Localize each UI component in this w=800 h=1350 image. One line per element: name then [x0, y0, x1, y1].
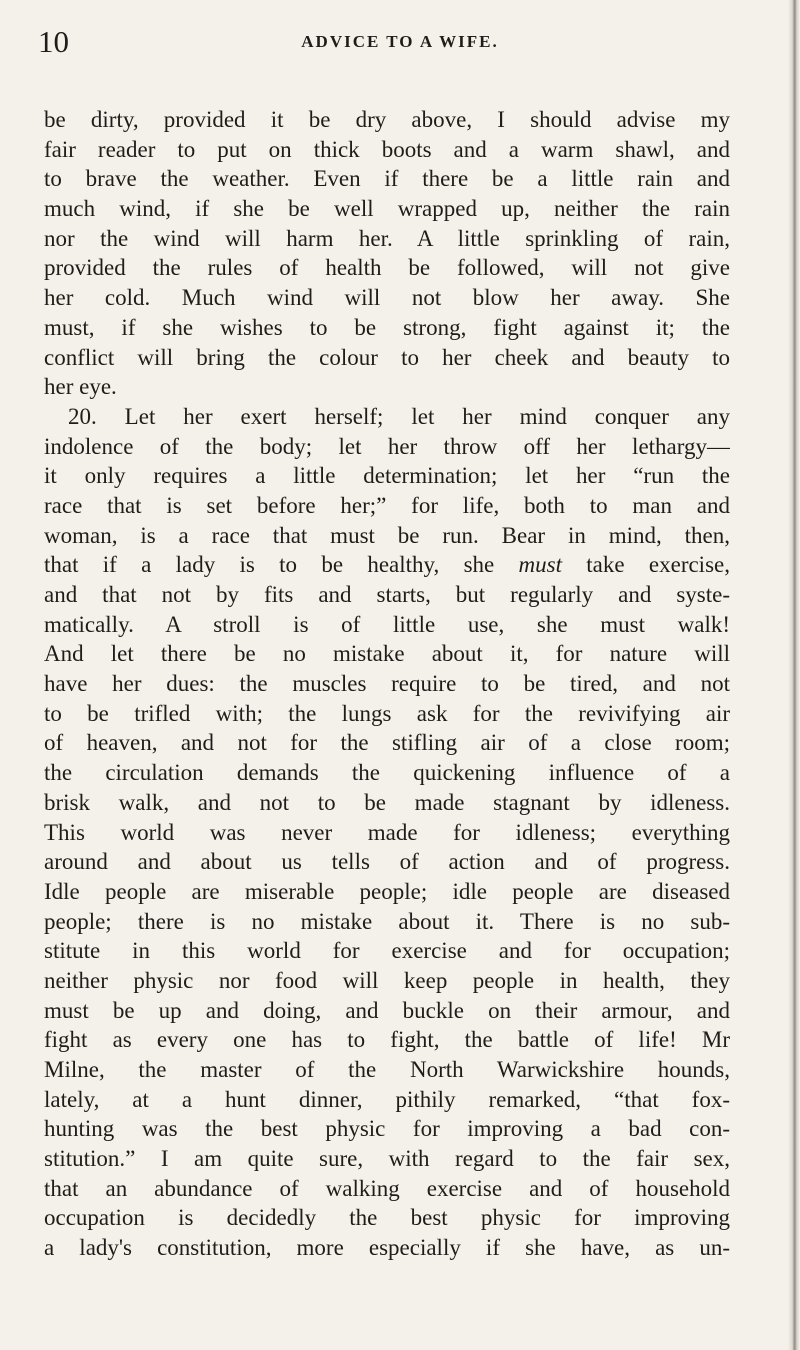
text-line: around and about us tells of action and of progress. [44, 849, 730, 875]
text-line: indolence of the body; let her throw off her lethargy— [44, 433, 730, 459]
text-line: stitute in this world for exercise and for occupation; [44, 938, 730, 964]
text-line: fair reader to put on thick boots and a warm shawl, and [44, 136, 730, 162]
text-line: woman, is a race that must be run. Bear in mind, then, [44, 522, 730, 548]
text-line: have her dues: the muscles require to be tired, and not [44, 671, 730, 697]
page-header [38, 24, 752, 60]
text-line: it only requires a little determination; let her “run the [44, 463, 730, 489]
text-line: race that is set before her;” for life, both to man and [44, 492, 730, 518]
text-line: stitution.” I am quite sure, with regard to the fair sex, [44, 1146, 730, 1172]
text-segment: that if a lady is to be healthy, she [44, 552, 495, 578]
text-line: much wind, if she be well wrapped up, neither the rain [44, 196, 730, 222]
text-line: her cold. Much wind will not blow her away. She [44, 285, 730, 311]
text-line: lately, at a hunt dinner, pithily remarked, “that fox- [44, 1086, 730, 1112]
text-line: be dirty, provided it be dry above, I should advise my [44, 107, 730, 132]
text-line: provided the rules of health be followed, will not give [44, 255, 730, 281]
text-line: neither physic nor food will keep people in health, they [44, 967, 730, 993]
text-line: to brave the weather. Even if there be a little rain and [44, 166, 730, 192]
text-line: and that not by fits and starts, but regularly and syste- [44, 582, 730, 607]
text-line-with-emphasis [44, 550, 730, 580]
text-line: Idle people are miserable people; idle people are diseased [44, 878, 730, 904]
page-edge-rule [788, 0, 800, 1350]
text-line: This world was never made for idleness; everything [44, 819, 730, 845]
text-line: that an abundance of walking exercise and of household [44, 1175, 730, 1201]
text-line: of heaven, and not for the stifling air of a close room; [44, 730, 730, 756]
text-line: people; there is no mistake about it. There is no sub- [44, 908, 730, 934]
page-number: 10 [38, 24, 69, 59]
text-line: hunting was the best physic for improving a bad con- [44, 1116, 730, 1142]
text-line: to be trifled with; the lungs ask for the revivifying air [44, 700, 730, 726]
text-line: matically. A stroll is of little use, she must walk! [44, 611, 730, 637]
paragraph-20-line: 20. Let her exert herself; let her mind conquer any [68, 403, 730, 429]
body-text [44, 105, 730, 1263]
text-line: fight as every one has to fight, the battle of life! Mr [44, 1027, 730, 1053]
text-line: conflict will bring the colour to her cheek and beauty to [44, 344, 730, 370]
running-title: ADVICE TO A WIFE. [301, 32, 499, 51]
text-line: Milne, the master of the North Warwickshire hounds, [44, 1057, 730, 1082]
text-segment: take exercise, [586, 552, 730, 578]
emphasized-word: must [518, 552, 562, 578]
text-line: her eye. [44, 374, 117, 400]
text-line: must be up and doing, and buckle on their armour, and [44, 997, 730, 1023]
text-line: And let there be no mistake about it, for nature will [44, 641, 730, 667]
text-line: occupation is decidedly the best physic for improving [44, 1205, 730, 1231]
text-line: must, if she wishes to be strong, fight against it; the [44, 314, 730, 340]
text-line: brisk walk, and not to be made stagnant by idleness. [44, 789, 730, 815]
text-line: the circulation demands the quickening influence of a [44, 760, 730, 786]
text-line: nor the wind will harm her. A little sprinkling of rain, [44, 225, 730, 251]
text-line: a lady's constitution, more especially if she have, as un- [44, 1235, 730, 1261]
